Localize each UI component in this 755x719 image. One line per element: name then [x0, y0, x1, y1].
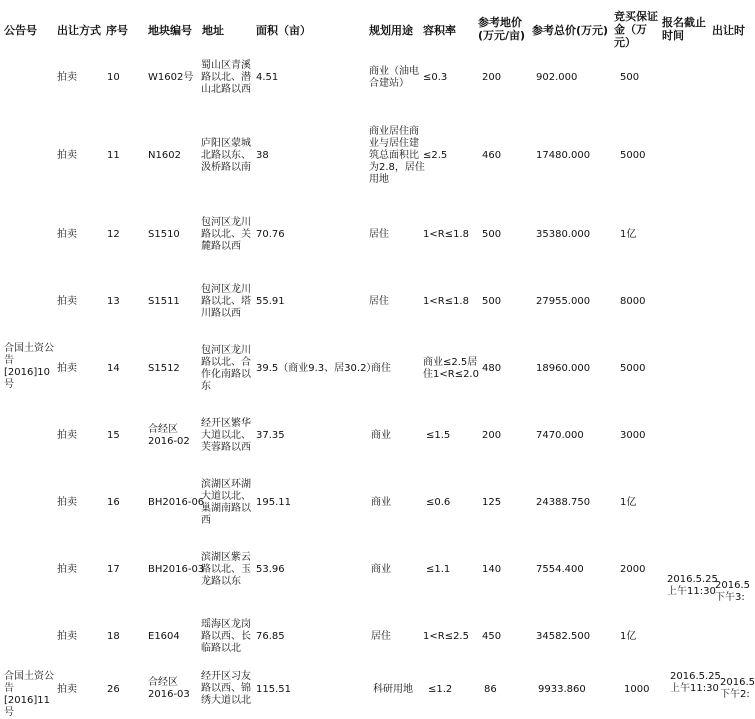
- unit-price-cell: 480: [482, 363, 502, 374]
- unit-price-cell: 500: [482, 296, 502, 307]
- far-cell: ≤1.1: [426, 564, 451, 575]
- header-far: 容积率: [423, 24, 456, 37]
- method-cell: 拍卖: [57, 150, 77, 161]
- transfer-cell: 2016.5 下午2:: [720, 677, 755, 700]
- total-price-cell: 902.000: [536, 72, 578, 83]
- seq-cell: 14: [107, 363, 120, 374]
- far-cell: 1<R≤1.8: [423, 229, 469, 240]
- parcel-cell: 合经区2016-03: [148, 677, 190, 700]
- area-cell: 55.91: [256, 296, 285, 307]
- total-price-cell: 27955.000: [536, 296, 591, 307]
- header-parcel: 地块编号: [148, 24, 192, 37]
- parcel-cell: E1604: [148, 631, 180, 642]
- deposit-cell: 1亿: [620, 631, 637, 642]
- deposit-cell: 8000: [620, 296, 646, 307]
- total-price-cell: 7470.000: [536, 430, 584, 441]
- parcel-cell: BH2016-03: [148, 564, 205, 575]
- unit-price-cell: 460: [482, 150, 502, 161]
- use-cell: 商业: [371, 430, 391, 441]
- far-cell: ≤1.2: [428, 684, 453, 695]
- method-cell: 拍卖: [57, 363, 77, 374]
- method-cell: 拍卖: [57, 684, 77, 695]
- header-method: 出让方式: [57, 24, 101, 37]
- notice-number: 合国土资公告[2016]10号: [4, 343, 54, 390]
- address-cell: 滨湖区环湖大道以北、巢湖南路以西: [201, 479, 251, 526]
- header-total-price: 参考总价(万元): [532, 24, 609, 37]
- unit-price-cell: 200: [482, 72, 502, 83]
- total-price-cell: 34582.500: [536, 631, 591, 642]
- header-deposit: 竞买保证金（万元）: [614, 10, 658, 49]
- seq-cell: 13: [107, 296, 120, 307]
- header-transfer: 出让时: [712, 24, 745, 37]
- address-cell: 包河区龙川路以北、塔川路以西: [201, 284, 251, 319]
- deposit-cell: 5000: [620, 150, 646, 161]
- area-cell: 38: [256, 150, 269, 161]
- use-cell: 商业（油电合建站）: [369, 66, 419, 89]
- deposit-cell: 1000: [624, 684, 650, 695]
- address-cell: 滨湖区紫云路以北、玉龙路以东: [201, 552, 251, 587]
- seq-cell: 15: [107, 430, 120, 441]
- area-cell: 76.85: [256, 631, 285, 642]
- address-cell: 包河区龙川路以北、合作化南路以东: [201, 345, 251, 392]
- unit-price-cell: 140: [482, 564, 502, 575]
- seq-cell: 16: [107, 497, 120, 508]
- area-cell: 37.35: [256, 430, 285, 441]
- unit-price-cell: 125: [482, 497, 502, 508]
- total-price-cell: 24388.750: [536, 497, 591, 508]
- far-cell: ≤0.3: [423, 72, 448, 83]
- unit-price-cell: 500: [482, 229, 502, 240]
- total-price-cell: 7554.400: [536, 564, 584, 575]
- address-cell: 经开区习友路以西、锦绣大道以北: [201, 671, 251, 706]
- deposit-cell: 500: [620, 72, 640, 83]
- header-address: 地址: [202, 24, 224, 37]
- header-seq: 序号: [106, 24, 128, 37]
- unit-price-cell: 450: [482, 631, 502, 642]
- parcel-cell: S1510: [148, 229, 180, 240]
- use-cell: 科研用地: [373, 684, 413, 695]
- use-cell: 商业: [371, 564, 391, 575]
- area-cell: 70.76: [256, 229, 285, 240]
- total-price-cell: 35380.000: [536, 229, 591, 240]
- parcel-cell: S1511: [148, 296, 180, 307]
- use-cell: 居住: [369, 296, 389, 307]
- address-cell: 瑶海区龙岗路以西、长临路以北: [201, 619, 251, 654]
- address-cell: 庐阳区蒙城北路以东、汲桥路以南: [201, 138, 251, 173]
- seq-cell: 12: [107, 229, 120, 240]
- header-use: 规划用途: [369, 24, 413, 37]
- parcel-cell: W1602号: [148, 72, 194, 83]
- address-cell: 包河区龙川路以北、关麓路以西: [201, 217, 251, 252]
- total-price-cell: 18960.000: [536, 363, 591, 374]
- method-cell: 拍卖: [57, 430, 77, 441]
- seq-cell: 11: [107, 150, 120, 161]
- method-cell: 拍卖: [57, 296, 77, 307]
- far-cell: 商业≤2.5居住1<R≤2.0: [423, 357, 479, 380]
- parcel-cell: S1512: [148, 363, 180, 374]
- far-cell: ≤0.6: [426, 497, 451, 508]
- deadline-cell: 2016.5.25 上午11:30: [667, 574, 718, 597]
- deposit-cell: 3000: [620, 430, 646, 441]
- address-cell: 经开区繁华大道以北、芙蓉路以西: [201, 418, 251, 453]
- header-deadline: 报名截止时间: [662, 16, 706, 42]
- area-cell: 39.5（商业9.3、居30.2）: [256, 363, 377, 374]
- area-cell: 115.51: [256, 684, 291, 695]
- parcel-cell: BH2016-06: [148, 497, 205, 508]
- address-cell: 蜀山区青溪路以北、潜山北路以西: [201, 60, 251, 95]
- far-cell: 1<R≤2.5: [423, 631, 469, 642]
- method-cell: 拍卖: [57, 229, 77, 240]
- total-price-cell: 17480.000: [536, 150, 591, 161]
- deadline-cell: 2016.5.25 上午11:30: [670, 671, 721, 694]
- total-price-cell: 9933.860: [538, 684, 586, 695]
- use-cell: 商住: [371, 363, 391, 374]
- unit-price-cell: 200: [482, 430, 502, 441]
- deposit-cell: 5000: [620, 363, 646, 374]
- seq-cell: 17: [107, 564, 120, 575]
- header-unit-price: 参考地价(万元/亩): [478, 16, 526, 42]
- header-area: 面积（亩）: [256, 24, 311, 37]
- deposit-cell: 2000: [620, 564, 646, 575]
- parcel-cell: 合经区2016-02: [148, 424, 190, 447]
- use-cell: 商业居住商业与居住建筑总面积比为2.8，居住用地: [369, 126, 425, 185]
- seq-cell: 18: [107, 631, 120, 642]
- notice-number: 合国土资公告[2016]11号: [4, 671, 54, 718]
- area-cell: 4.51: [256, 72, 279, 83]
- use-cell: 居住: [369, 229, 389, 240]
- unit-price-cell: 86: [484, 684, 497, 695]
- seq-cell: 10: [107, 72, 120, 83]
- method-cell: 拍卖: [57, 497, 77, 508]
- deposit-cell: 1亿: [620, 497, 637, 508]
- method-cell: 拍卖: [57, 564, 77, 575]
- parcel-cell: N1602: [148, 150, 181, 161]
- transfer-cell: 2016.5 下午3:: [715, 580, 750, 603]
- use-cell: 商业: [371, 497, 391, 508]
- use-cell: 居住: [371, 631, 391, 642]
- header-notice: 公告号: [4, 24, 37, 37]
- far-cell: ≤1.5: [426, 430, 451, 441]
- area-cell: 53.96: [256, 564, 285, 575]
- seq-cell: 26: [107, 684, 120, 695]
- far-cell: ≤2.5: [423, 150, 448, 161]
- far-cell: 1<R≤1.8: [423, 296, 469, 307]
- method-cell: 拍卖: [57, 631, 77, 642]
- area-cell: 195.11: [256, 497, 291, 508]
- deposit-cell: 1亿: [620, 229, 637, 240]
- method-cell: 拍卖: [57, 72, 77, 83]
